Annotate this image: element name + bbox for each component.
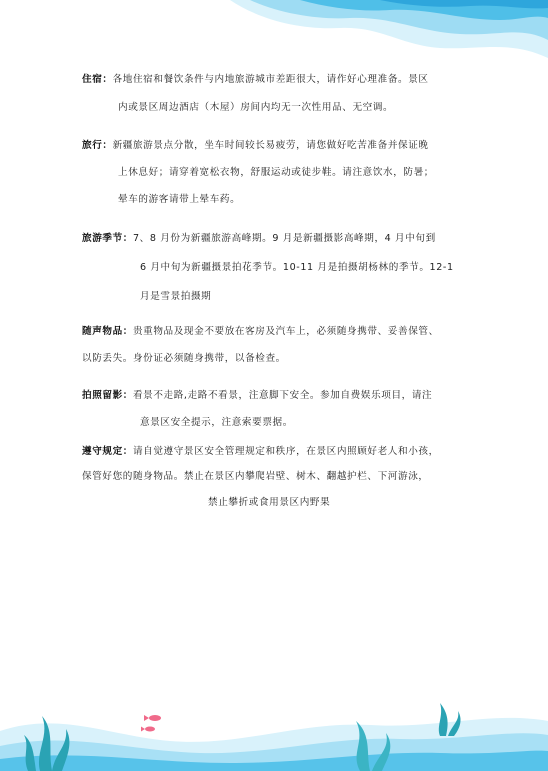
section-travel-line-1 — [82, 139, 429, 153]
section-text: 看景不走路,走路不看景，注意脚下安全。参加自费娱乐项目，请注 — [132, 390, 433, 401]
section-label: 随声物品： — [82, 326, 133, 337]
section-travel-line-3: 晕车的游客请带上晕车药。 — [118, 194, 241, 205]
section-belongings-line-2: 以防丢失。身份证必须随身携带，以备检查。 — [82, 353, 286, 364]
section-label: 旅行： — [82, 140, 113, 151]
section-label: 住宿： — [82, 74, 113, 85]
section-accommodation-line-2: 内或景区周边酒店（木屋）房间内均无一次性用品、无空调。 — [118, 102, 394, 113]
section-label: 遵守规定： — [82, 446, 133, 457]
section-rules-line-1 — [82, 445, 439, 459]
section-label: 拍照留影： — [82, 390, 133, 401]
section-season-line-1 — [82, 232, 436, 246]
section-season-line-3: 月是雪景拍摄期 — [140, 291, 212, 302]
section-photo-line-2: 意景区安全提示，注意索要票据。 — [140, 417, 293, 428]
section-photo-line-1 — [82, 389, 432, 403]
section-accommodation-line-1 — [82, 73, 429, 87]
section-text: 7、8 月份为新疆旅游高峰期。9 月是新疆摄影高峰期，4 月中旬到 — [132, 233, 436, 244]
section-rules-line-2: 保管好您的随身物品。禁止在景区内攀爬岩壁、树木、翻越护栏、下河游泳， — [82, 471, 429, 482]
section-text: 新疆旅游景点分散，坐车时间较长易疲劳，请您做好吃苦准备并保证晚 — [112, 140, 429, 151]
section-rules-line-3: 禁止攀折或食用景区内野果 — [208, 497, 331, 508]
section-season-line-2: 6 月中旬为新疆摄景拍花季节。10-11 月是拍摄胡杨林的季节。12-1 — [140, 262, 454, 273]
section-belongings-line-1 — [82, 325, 439, 339]
section-label: 旅游季节： — [82, 233, 133, 244]
section-text: 各地住宿和餐饮条件与内地旅游城市差距很大，请作好心理准备。景区 — [112, 74, 429, 85]
section-text: 请自觉遵守景区安全管理规定和秩序，在景区内照顾好老人和小孩， — [132, 446, 439, 457]
section-travel-line-2: 上休息好；请穿着宽松衣物，舒服运动或徒步鞋。请注意饮水，防暑； — [118, 167, 435, 178]
section-text: 贵重物品及现金不要放在客房及汽车上，必须随身携带、妥善保管、 — [132, 326, 439, 337]
